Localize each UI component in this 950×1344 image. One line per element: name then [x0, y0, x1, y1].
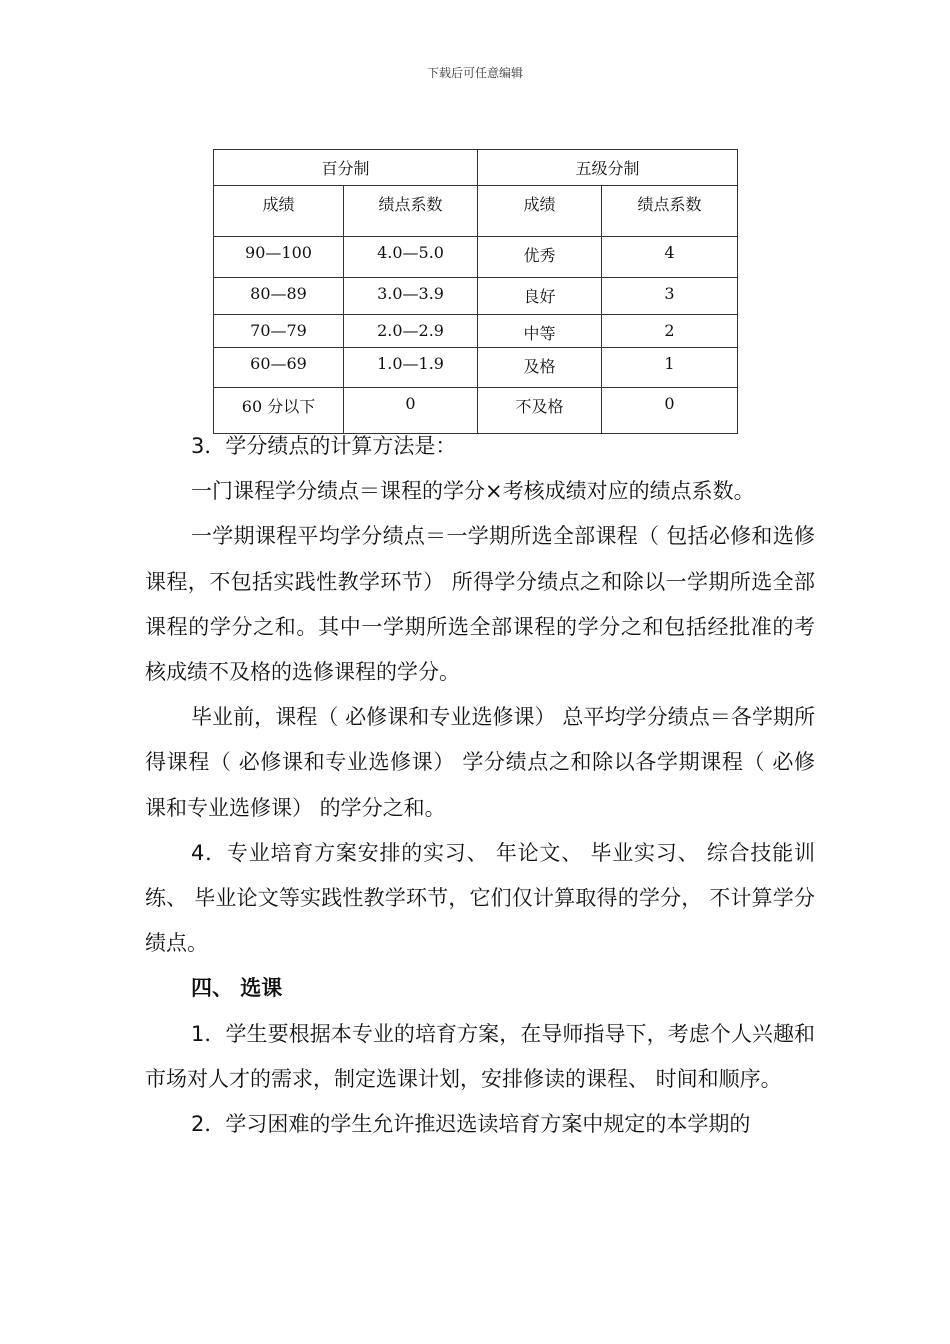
table-row — [214, 348, 738, 388]
page-header: 下载后可任意编辑 — [426, 66, 523, 80]
paragraph-course-gpa: 一门课程学分绩点＝课程的学分×考核成绩对应的绩点系数。 — [191, 479, 755, 504]
table-cell: 60—69 — [214, 348, 344, 388]
table-cell: 2.0—2.9 — [344, 315, 478, 348]
column-header: 绩点系数 — [344, 186, 478, 237]
table-cell: 90—100 — [214, 237, 344, 278]
table-cell: 3 — [602, 278, 738, 315]
document-body — [145, 424, 815, 1147]
paragraph-graduation-gpa: 毕业前，课程（ 必修课和专业选修课） 总平均学分绩点＝各学期所得课程（ 必修课和专业选修课） 学分绩点之和除以各学期课程（ 必修课和专业选修课） 的学分之和。 — [145, 705, 815, 820]
table-cell: 优秀 — [478, 237, 602, 278]
table-row — [214, 278, 738, 315]
table-cell: 及格 — [478, 348, 602, 388]
paragraph-deferred-selection: 2．学习困难的学生允许推迟选读培育方案中规定的本学期的 — [191, 1112, 751, 1137]
table-cell: 良好 — [478, 278, 602, 315]
table-cell: 4 — [602, 237, 738, 278]
table-cell: 3.0—3.9 — [344, 278, 478, 315]
group-header-percentage: 百分制 — [214, 150, 478, 186]
table-cell: 1 — [602, 348, 738, 388]
group-header-five-level: 五级分制 — [478, 150, 738, 186]
column-header: 成绩 — [214, 186, 344, 237]
paragraph-semester-gpa: 一学期课程平均学分绩点＝一学期所选全部课程（ 包括必修和选修课程，不包括实践性教学环节） 所得学分绩点之和除以一学期所选全部课程的学分之和。其中一学期所选全部课程的学分之和包括经批准的考核成绩不及格的选修课程的学分。 — [145, 524, 815, 685]
table-cell: 0 — [344, 388, 478, 434]
table-cell: 2 — [602, 315, 738, 348]
table-cell: 0 — [602, 388, 738, 434]
grade-point-table — [213, 149, 738, 434]
table-cell: 1.0—1.9 — [344, 348, 478, 388]
column-header: 绩点系数 — [602, 186, 738, 237]
table-cell: 4.0—5.0 — [344, 237, 478, 278]
table-row — [214, 237, 738, 278]
table-cell: 不及格 — [478, 388, 602, 434]
column-header: 成绩 — [478, 186, 602, 237]
table-cell: 80—89 — [214, 278, 344, 315]
paragraph-selection-plan: 1．学生要根据本专业的培育方案，在导师指导下，考虑个人兴趣和市场对人才的需求，制定选课计划，安排修读的课程、 时间和顺序。 — [145, 1021, 815, 1091]
paragraph-practical-credits: 4．专业培育方案安排的实习、 年论文、 毕业实习、 综合技能训练、 毕业论文等实践性教学环节，它们仅计算取得的学分， 不计算学分绩点。 — [145, 840, 815, 956]
section-heading-course-selection: 四、 选课 — [191, 976, 283, 1001]
table-cell: 60 分以下 — [214, 388, 344, 434]
table-group-header-row — [214, 150, 738, 186]
paragraph-calculation-method: 3．学分绩点的计算方法是： — [191, 434, 457, 458]
table-cell: 中等 — [478, 315, 602, 348]
table-row — [214, 315, 738, 348]
table-sub-header-row — [214, 186, 738, 237]
table-cell: 70—79 — [214, 315, 344, 348]
